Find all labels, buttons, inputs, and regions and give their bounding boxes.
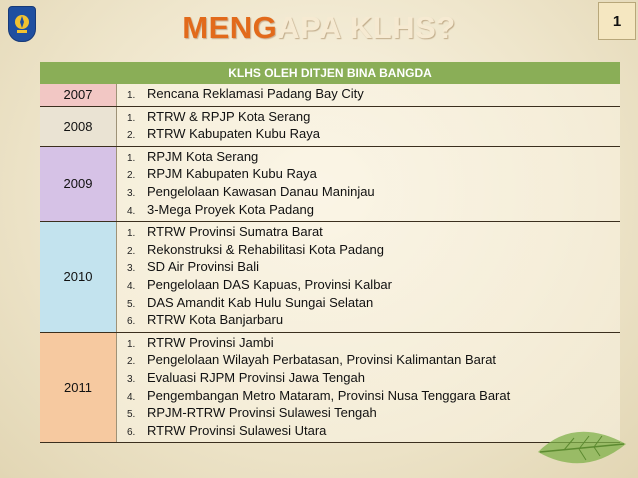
- table-body: [40, 84, 620, 443]
- item-text: Pengelolaan Wilayah Perbatasan, Provinsi Kalimantan Barat: [147, 352, 497, 368]
- project-list: [117, 107, 620, 146]
- item-number: 1.: [127, 338, 136, 350]
- item-number: 5.: [127, 409, 136, 421]
- item-text: Rekonstruksi & Rehabilitasi Kota Padang: [147, 241, 385, 257]
- page-title: [0, 10, 638, 46]
- list-item: [127, 352, 620, 370]
- table-row: [40, 147, 620, 222]
- table-row: [40, 84, 620, 107]
- item-number: 1.: [127, 90, 136, 101]
- list-item: [127, 295, 620, 313]
- item-text: RPJM Kota Serang: [147, 148, 259, 164]
- item-number: 3.: [127, 263, 136, 275]
- item-text: RTRW Provinsi Sumatra Barat: [147, 224, 323, 240]
- item-text: SD Air Provinsi Bali: [147, 259, 259, 275]
- list-item: [127, 405, 620, 423]
- table-row: [40, 222, 620, 333]
- list-item: [127, 224, 620, 242]
- item-number: 2.: [127, 130, 136, 142]
- item-text: RTRW Kota Banjarbaru: [147, 312, 284, 328]
- item-text: RTRW Provinsi Sulawesi Utara: [147, 422, 327, 438]
- item-text: Pengelolaan Kawasan Danau Maninjau: [147, 183, 375, 199]
- item-text: Pengelolaan DAS Kapuas, Provinsi Kalbar: [147, 276, 392, 292]
- item-number: 6.: [127, 426, 136, 438]
- item-number: 1.: [127, 228, 136, 240]
- item-text: 3-Mega Proyek Kota Padang: [147, 201, 314, 217]
- year-cell: 2011: [40, 333, 117, 443]
- klhs-table: [40, 62, 620, 443]
- title-part-light: APA KLHS?: [277, 10, 456, 45]
- list-item: [127, 242, 620, 260]
- item-text: RTRW Kabupaten Kubu Raya: [147, 126, 320, 142]
- year-cell: 2007: [40, 84, 117, 106]
- item-number: 3.: [127, 187, 136, 199]
- list-item: [127, 312, 620, 330]
- item-text: Rencana Reklamasi Padang Bay City: [147, 86, 364, 101]
- item-number: 4.: [127, 280, 136, 292]
- project-list: [117, 222, 620, 332]
- list-item: [127, 109, 620, 127]
- item-text: DAS Amandit Kab Hulu Sungai Selatan: [147, 294, 374, 310]
- item-number: 6.: [127, 316, 136, 328]
- list-item: [127, 259, 620, 277]
- year-cell: 2010: [40, 222, 117, 332]
- table-header: KLHS OLEH DITJEN BINA BANGDA: [40, 62, 620, 84]
- item-text: RTRW & RPJP Kota Serang: [147, 108, 311, 124]
- list-item: [127, 370, 620, 388]
- item-number: 2.: [127, 356, 136, 368]
- title-part-accent: MENG: [182, 10, 278, 45]
- item-number: 2.: [127, 170, 136, 182]
- list-item: [127, 388, 620, 406]
- year-cell: 2008: [40, 107, 117, 146]
- item-text: Evaluasi RJPM Provinsi Jawa Tengah: [147, 369, 365, 385]
- list-item: [127, 202, 620, 220]
- table-row: [40, 107, 620, 147]
- item-text: RTRW Provinsi Jambi: [147, 334, 274, 350]
- leaf-icon: [534, 422, 630, 472]
- year-cell: 2009: [40, 147, 117, 221]
- list-item: [127, 166, 620, 184]
- item-number: 1.: [127, 152, 136, 164]
- list-item: [127, 184, 620, 202]
- item-number: 3.: [127, 373, 136, 385]
- project-list: [117, 147, 620, 221]
- item-number: 1.: [127, 112, 136, 124]
- list-item: [127, 86, 620, 104]
- project-list: [117, 84, 620, 106]
- item-number: 4.: [127, 205, 136, 217]
- page-number-badge: 1: [598, 2, 636, 40]
- item-text: RPJM Kabupaten Kubu Raya: [147, 166, 317, 182]
- item-text: Pengembangan Metro Mataram, Provinsi Nusa Tenggara Barat: [147, 387, 511, 403]
- item-number: 2.: [127, 245, 136, 257]
- item-text: RPJM-RTRW Provinsi Sulawesi Tengah: [147, 405, 377, 421]
- table-row: [40, 333, 620, 444]
- item-number: 4.: [127, 391, 136, 403]
- list-item: [127, 149, 620, 167]
- list-item: [127, 277, 620, 295]
- list-item: [127, 335, 620, 353]
- item-number: 5.: [127, 298, 136, 310]
- list-item: [127, 126, 620, 144]
